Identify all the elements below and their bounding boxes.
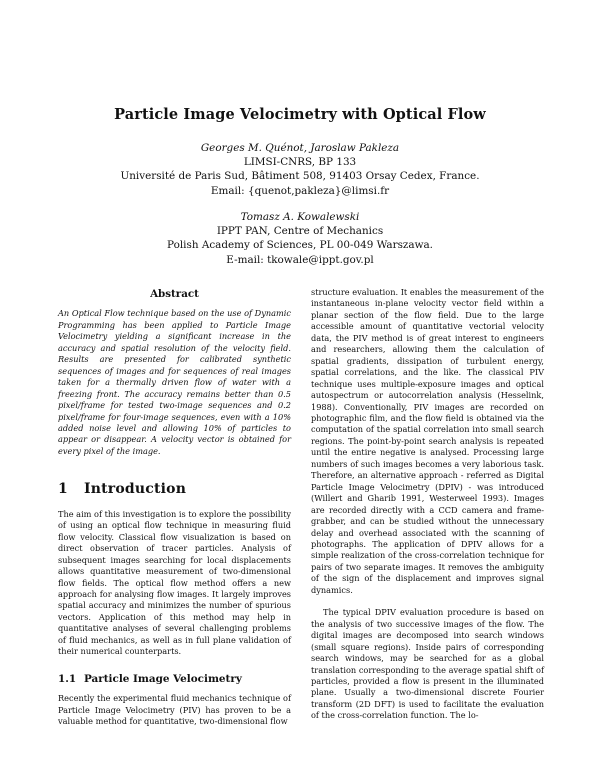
affiliation-line: Université de Paris Sud, Bâtiment 508, 91403 Orsay Cedex, France. [120,170,480,183]
section-number: 1 [58,481,68,498]
right-column [311,287,544,722]
email-line: Email: {quenot,pakleza}@limsi.fr [210,184,390,197]
body-paragraph: Recently the experimental fluid mechanics technique of Particle Image Velocimetry (PIV) has proven to be a valuable method for quantitative, two-dimensional flow [58,693,291,727]
body-paragraph: The typical DPIV evaluation procedure is based on the analysis of two successive images of the flow. The digital images are decomposed into search windows (small square regions). Inside pairs of corresponding search windows, may be searched for as a global translation corresponding to the average spatial shift of particles, provided a flow is present in the illuminated plane. Usually a two-dimensional discrete Fourier transform (2D DFT) is used to facilitate the evaluation of the cross-correlation function. The lo- [311,607,544,721]
subsection-number: 1.1 [58,672,77,685]
abstract-heading: Abstract [150,288,199,300]
affiliation-line: IPPT PAN, Centre of Mechanics [216,225,384,238]
abstract-text: An Optical Flow technique based on the use of Dynamic Programming has been applied to Particle Image Velocimetry yielding a significant increase in the accuracy and spatial resolution of the velocity field. Results are presented for calibrated synthetic sequences of images and for sequences of real images taken for a thermally driven flow of water with a freezing front. The accuracy remains better than 0.5 pixel/frame for tested two-image sequences and 0.2 pixel/frame for four-image sequences, even with a 10% added noise level and allowing 10% of particles to appear or disappear. A velocity vector is obtained for every pixel of the image. [58,308,291,456]
author-block-1 [0,141,600,198]
paper-title: Particle Image Velocimetry with Optical Flow [114,106,486,123]
author-names: Tomasz A. Kowalewski [240,211,360,223]
author-block-2 [0,210,600,267]
author-names: Georges M. Quénot, Jaroslaw Pakleza [200,142,400,154]
email-line: E-mail: tkowale@ippt.gov.pl [226,253,374,266]
subsection-title: Particle Image Velocimetry [84,672,242,685]
left-column [58,287,291,728]
body-paragraph: The aim of this investigation is to explore the possibility of using an optical flow technique in measuring fluid flow velocity. Classical flow visualization is based on direct observation of tracer particles. Analysis of subsequent images searching for local displacements allows quantitative measurement of two-dimensional flow fields. The optical flow method offers a new approach for analysing flow images. It largely improves spatial accuracy and minimizes the number of spurious vectors. Application of this method may help in quantitative analyses of several challenging problems of fluid mechanics, as well as in full plane validation of their numerical counterparts. [58,508,291,657]
affiliation-line: LIMSI-CNRS, BP 133 [243,156,357,169]
body-paragraph: structure evaluation. It enables the measurement of the instantaneous in-plane velocity vector field within a planar section of the flow field. Due to the large accessible amount of quantitative vectorial velocity data, the PIV method is of great interest to engineers and researchers, allowing them the calculation of spatial gradients, dissipation of turbulent energy, spatial correlations, and the like. The classical PIV technique uses multiple-exposure images and optical autospectrum or autocorrelation analysis (Hesselink, 1988). Conventionally, PIV images are recorded on photographic film, and the flow field is obtained via the computation of the spatial correlation into small search regions. The point-by-point search analysis is repeated until the entire negative is analysed. Processing large numbers of such images becomes a very laborious task. Therefore, an alternative approach - referred as Digital Particle Image Velocimetry (DPIV) - was introduced (Willert and Gharib 1991, Westerweel 1993). Images are recorded directly with a CCD camera and frame-grabber, and can be studied without the unnecessary delay and overhead associated with the scanning of photographs. The application of DPIV allows for a simple realization of the cross-correlation technique for pairs of two separate images. It removes the ambiguity of the sign of the displacement and improves signal dynamics. [311,287,544,595]
affiliation-line: Polish Academy of Sciences, PL 00-049 Warszawa. [167,239,433,252]
section-title: Introduction [84,481,187,498]
section-heading [58,481,291,498]
subsection-heading [58,674,291,685]
